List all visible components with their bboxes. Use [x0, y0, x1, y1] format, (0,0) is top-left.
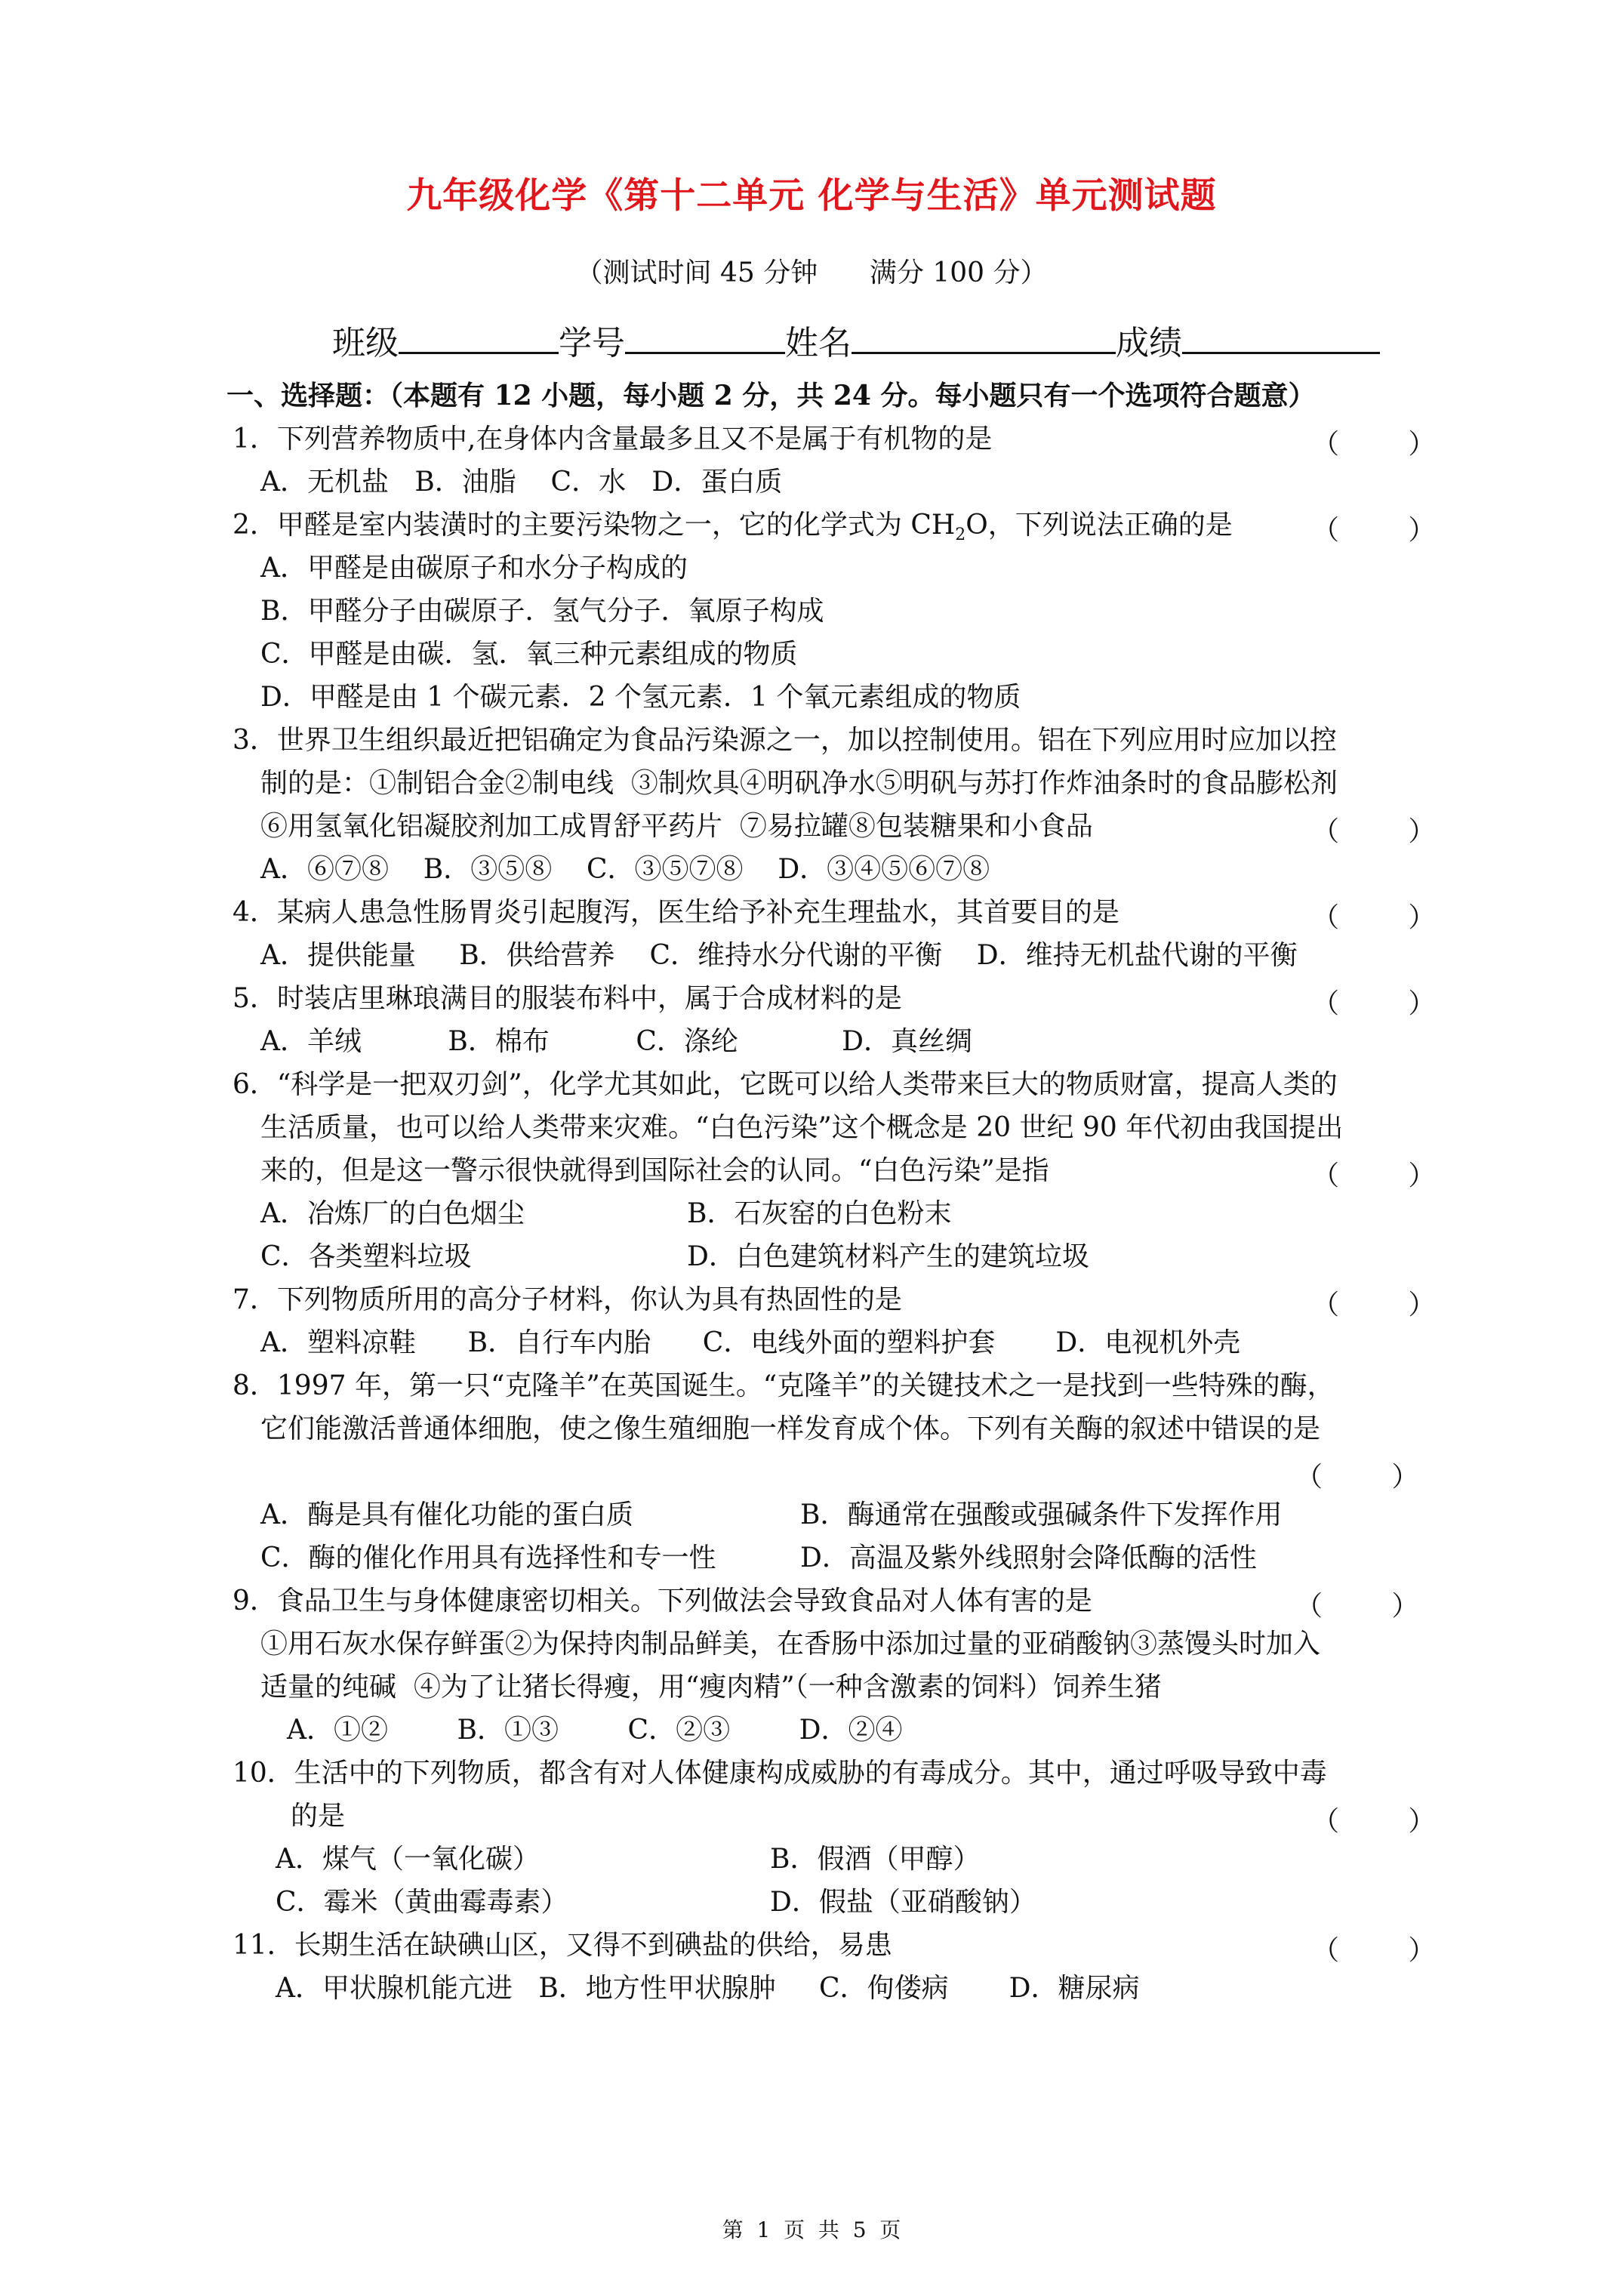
- q9-line3: 适量的纯碱 ④为了让猪长得瘦，用“瘦肉精”（一种含激素的饲料）饲养生猪: [260, 1672, 1162, 1703]
- q4-answer-paren: （ ）: [1312, 902, 1436, 933]
- student-id-label: 学号: [559, 324, 625, 362]
- q8-option-a: A．酶是具有催化功能的蛋白质: [260, 1499, 633, 1530]
- q8-option-c: C．酶的催化作用具有选择性和专一性: [260, 1542, 716, 1573]
- q11-options: A．甲状腺机能亢进 B．地方性甲状腺肿 C．佝偻病 D．糖尿病: [276, 1973, 1140, 2004]
- name-blank: [852, 319, 1116, 354]
- q2-option-b: B．甲醛分子由碳原子．氢气分子．氧原子构成: [260, 596, 824, 627]
- section-heading: 一、选择题：（本题有 12 小题，每小题 2 分，共 24 分。每小题只有一个选项符合题意）: [226, 380, 1316, 411]
- q5-stem: 5．时装店里琳琅满目的服装布料中，属于合成材料的是: [233, 983, 902, 1014]
- q8-line2: 它们能激活普通体细胞，使之像生殖细胞一样发育成个体。下列有关酶的叙述中错误的是: [260, 1413, 1321, 1444]
- q9-stem: 9．食品卫生与身体健康密切相关。下列做法会导致食品对人体有害的是: [233, 1586, 1092, 1616]
- q8-answer-paren: （ ）: [1295, 1462, 1419, 1493]
- q3-options: A．⑥⑦⑧ B．③⑤⑧ C．③⑤⑦⑧ D．③④⑤⑥⑦⑧: [260, 854, 990, 885]
- q9-options: A．①② B．①③ C．②③ D．②④: [287, 1715, 903, 1746]
- q10-line1: 10．生活中的下列物质，都含有对人体健康构成威胁的有毒成分。其中，通过呼吸导致中毒: [233, 1758, 1327, 1789]
- q9-answer-paren: （ ）: [1295, 1591, 1419, 1622]
- q4-options: A．提供能量 B．供给营养 C．维持水分代谢的平衡 D．维持无机盐代谢的平衡: [260, 940, 1298, 971]
- q7-options: A．塑料凉鞋 B．自行车内胎 C．电线外面的塑料护套 D．电视机外壳: [260, 1327, 1241, 1358]
- student-info-line: [332, 316, 1380, 364]
- q10-option-d: D．假盐（亚硝酸钠）: [770, 1887, 1036, 1918]
- q10-option-c: C．霉米（黄曲霉毒素）: [276, 1887, 568, 1918]
- q6-option-a: A．冶炼厂的白色烟尘: [260, 1198, 525, 1229]
- q6-option-d: D．白色建筑材料产生的建筑垃圾: [687, 1241, 1089, 1272]
- q1-answer-paren: （ ）: [1312, 429, 1436, 460]
- q2-option-c: C．甲醛是由碳．氢．氧三种元素组成的物质: [260, 639, 798, 670]
- q6-answer-paren: （ ）: [1312, 1160, 1436, 1191]
- q6-line1: 6．“科学是一把双刃剑”，化学尤其如此，它既可以给人类带来巨大的物质财富，提高人类的: [233, 1069, 1338, 1100]
- score-blank: [1182, 319, 1380, 354]
- q10-option-a: A．煤气（一氧化碳）: [276, 1844, 540, 1875]
- q10-answer-paren: （ ）: [1312, 1806, 1436, 1837]
- q9-line2: ①用石灰水保存鲜蛋②为保持肉制品鲜美，在香肠中添加过量的亚硝酸钠③蒸馒头时加入: [260, 1629, 1321, 1660]
- q1-options: A．无机盐 B．油脂 C．水 D．蛋白质: [260, 467, 783, 498]
- q5-options: A．羊绒 B．棉布 C．涤纶 D．真丝绸: [260, 1026, 973, 1057]
- q8-option-b: B．酶通常在强酸或强碱条件下发挥作用: [800, 1499, 1283, 1530]
- student-id-blank: [625, 319, 785, 354]
- name-label: 姓名: [785, 324, 852, 362]
- q2-option-a: A．甲醛是由碳原子和水分子构成的: [260, 553, 688, 584]
- q11-answer-paren: （ ）: [1312, 1935, 1436, 1966]
- q6-option-b: B．石灰窑的白色粉末: [687, 1198, 952, 1229]
- q7-stem: 7．下列物质所用的高分子材料，你认为具有热固性的是: [233, 1284, 902, 1315]
- page-title: 九年级化学《第十二单元 化学与生活》单元测试题: [406, 175, 1217, 217]
- q1-stem: 1．下列营养物质中,在身体内含量最多且又不是属于有机物的是: [233, 424, 993, 455]
- q10-line2: 的是: [291, 1801, 346, 1832]
- q3-answer-paren: （ ）: [1312, 816, 1436, 847]
- q2-stem: 2．甲醛是室内装潢时的主要污染物之一，它的化学式为 $CH_2O$，下列说法正确的是: [233, 510, 1233, 545]
- class-blank: [399, 319, 559, 354]
- page-footer: 第 1 页 共 5 页: [722, 2217, 901, 2242]
- q3-line2: 制的是：①制铝合金②制电线 ③制炊具④明矾净水⑤明矾与苏打作炸油条时的食品膨松剂: [260, 768, 1338, 799]
- q6-line2: 生活质量，也可以给人类带来灾难。“白色污染”这个概念是 20 世纪 90 年代初由我国提出: [260, 1112, 1344, 1143]
- exam-subtitle: （测试时间 45 分钟 满分 100 分）: [575, 257, 1048, 288]
- q3-line1: 3．世界卫生组织最近把铝确定为食品污染源之一，加以控制使用。铝在下列应用时应加以控: [233, 725, 1337, 756]
- score-label: 成绩: [1116, 324, 1182, 362]
- q4-stem: 4．某病人患急性肠胃炎引起腹泻，医生给予补充生理盐水，其首要目的是: [233, 897, 1119, 928]
- class-label: 班级: [332, 324, 399, 362]
- q2-answer-paren: （ ）: [1312, 515, 1436, 546]
- q6-option-c: C．各类塑料垃圾: [260, 1241, 472, 1272]
- q6-line3: 来的，但是这一警示很快就得到国际社会的认同。“白色污染”是指: [260, 1155, 1049, 1186]
- q11-stem: 11．长期生活在缺碘山区，又得不到碘盐的供给，易患: [233, 1930, 892, 1961]
- q2-option-d: D．甲醛是由 1 个碳元素．2 个氢元素．1 个氧元素组成的物质: [260, 682, 1021, 713]
- q5-answer-paren: （ ）: [1312, 988, 1436, 1019]
- q8-line1: 8．1997 年，第一只“克隆羊”在英国诞生。“克隆羊”的关键技术之一是找到一些特殊的酶，: [233, 1370, 1335, 1401]
- q8-option-d: D．高温及紫外线照射会降低酶的活性: [800, 1542, 1257, 1573]
- q7-answer-paren: （ ）: [1312, 1290, 1436, 1321]
- q10-option-b: B．假酒（甲醇）: [770, 1844, 981, 1875]
- q3-line3: ⑥用氢氧化铝凝胶剂加工成胃舒平药片 ⑦易拉罐⑧包装糖果和小食品: [260, 811, 1093, 842]
